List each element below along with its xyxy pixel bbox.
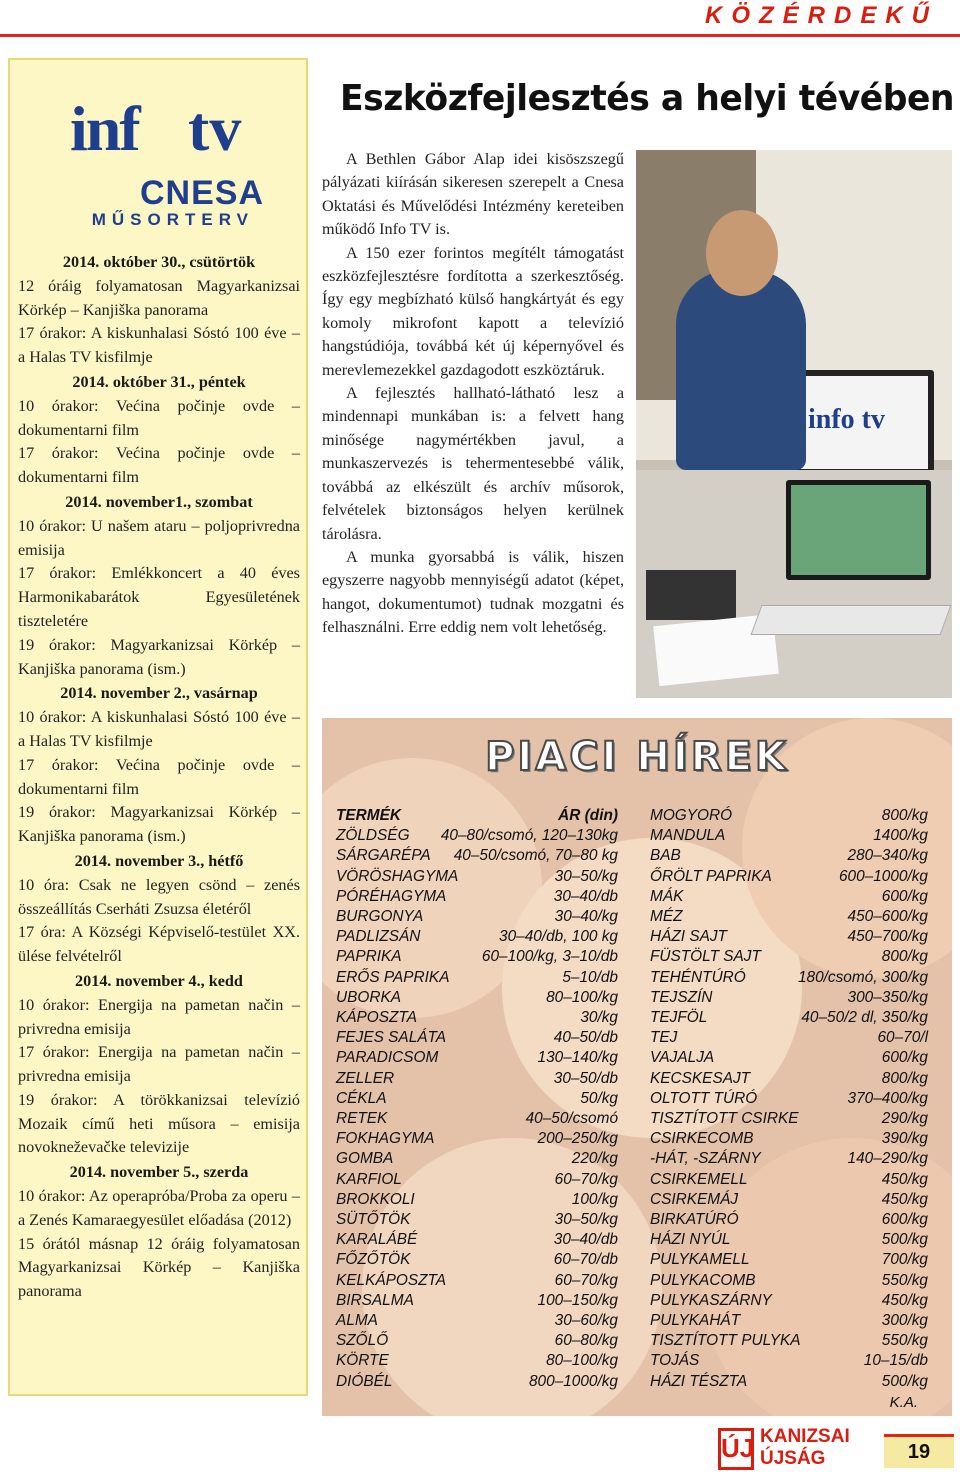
article-title: Eszközfejlesztés a helyi tévében [340, 78, 955, 119]
product-price: 80–100/kg [546, 988, 618, 1006]
author-signature: K.A. [889, 1394, 918, 1411]
schedule-item: 10 órakor: Većina počinje ovde – dokumentarni film [18, 396, 300, 439]
price-row [336, 1311, 618, 1331]
product-price: 100–150/kg [537, 1291, 618, 1309]
product-name: PAPRIKA [336, 948, 402, 966]
product-name: CSIRKECOMB [650, 1130, 754, 1148]
product-name: -HÁT, -SZÁRNY [650, 1150, 761, 1168]
product-name: KELKÁPOSZTA [336, 1271, 447, 1289]
market-news-box [322, 718, 952, 1416]
product-name: FÜSTÖLT SAJT [650, 948, 761, 966]
product-price: 390/kg [881, 1130, 928, 1148]
product-name: TEJSZÍN [650, 988, 713, 1006]
product-price: 60–70/l [877, 1029, 928, 1047]
product-price: 550/kg [881, 1271, 928, 1289]
product-price: 370–400/kg [847, 1089, 928, 1107]
price-row [650, 988, 928, 1008]
product-price: 30–40/db [553, 1231, 618, 1249]
schedule-day: 2014. október 30., csütörtök [62, 253, 256, 271]
price-row [650, 1291, 928, 1311]
product-name: ZÖLDSÉG [336, 827, 410, 845]
price-row [650, 1271, 928, 1291]
schedule-item: 10 órakor: A kiskunhalasi Sóstó 100 éve – a Halas TV kisfilmje [18, 708, 300, 750]
product-name: BROKKOLI [336, 1190, 415, 1208]
logo-name-line-1: KANIZSAI [760, 1426, 850, 1447]
product-price: 5–10/db [562, 968, 618, 986]
logo-tv-text: tv [188, 93, 242, 164]
price-row [336, 1331, 618, 1351]
product-price: 50/kg [580, 1089, 618, 1107]
product-price: 30–50/kg [554, 867, 618, 885]
logo-cnesa-text: CNESA [140, 174, 265, 212]
schedule-item: 10 órakor: Az operapróba/Proba za operu – a Zenés Kamaraegyesület előadása (2012) [18, 1187, 300, 1229]
schedule-day: 2014. november 3., hétfő [74, 851, 244, 870]
product-price: 600/kg [881, 1049, 928, 1067]
product-price: 300–350/kg [847, 988, 928, 1006]
price-row [650, 1109, 928, 1129]
product-name: CÉKLA [336, 1089, 387, 1107]
product-name: VÖRÖSHAGYMA [336, 867, 459, 885]
schedule-item: 10 óra: Csak ne legyen csönd – zenés összeállítás Cserháti Zsuzsa életéről [18, 875, 300, 918]
top-rule [0, 34, 960, 37]
product-price: 30–40/kg [554, 908, 618, 926]
price-header-label: ÁR (din) [558, 807, 618, 824]
product-price: 30–50/db [553, 1069, 618, 1087]
product-name: HÁZI NYÚL [650, 1231, 731, 1249]
product-name: UBORKA [336, 988, 401, 1006]
price-row [650, 1230, 928, 1250]
article-paragraph: A fejlesztés hallható-látható lesz a mindennapi munkában is: a felvett hang minősége nagymértékben javul, a munkaszervezés is tehermentesebbé válik, továbbá az elkészült és archív műsorok, felvételek biztonságos helyen kerülnek tárolásra. [322, 384, 624, 543]
product-price: 300/kg [881, 1312, 928, 1330]
product-price: 450–700/kg [847, 928, 928, 946]
product-name: BIRSALMA [336, 1291, 414, 1309]
product-price: 60–100/kg, 3–10/db [481, 948, 618, 966]
product-name: PARADICSOM [336, 1049, 439, 1067]
price-row [650, 806, 928, 826]
product-name: CSIRKEMELL [650, 1170, 748, 1188]
product-price: 450–600/kg [847, 908, 928, 926]
schedule-item: 10 órakor: Energija na pametan način – privredna emisija [18, 995, 300, 1038]
price-row [650, 1170, 928, 1190]
section-tag: KÖZÉRDEKŰ [704, 2, 938, 29]
price-list-right [650, 806, 928, 1392]
product-name: ZELLER [336, 1069, 395, 1087]
product-price: 500/kg [881, 1231, 928, 1249]
product-name: SÁRGARÉPA [336, 847, 431, 865]
price-row [650, 867, 928, 887]
price-row [336, 1089, 618, 1109]
product-price: 800/kg [881, 1069, 928, 1087]
price-row [650, 1129, 928, 1149]
product-price: 130–140/kg [537, 1049, 618, 1067]
price-row [336, 1170, 618, 1190]
price-row [650, 826, 928, 846]
schedule-day: 2014. október 31., péntek [72, 372, 246, 391]
product-name: PULYKASZÁRNY [650, 1291, 772, 1309]
logo-info-text: inf [70, 93, 139, 164]
price-row [336, 1372, 618, 1392]
schedule-day: 2014. november1., szombat [65, 492, 253, 511]
product-name: SÜTŐTÖK [336, 1211, 411, 1229]
product-name: PADLIZSÁN [336, 928, 421, 946]
logo-name-line-2: ÚJSÁG [760, 1448, 826, 1469]
price-row [650, 1210, 928, 1230]
article-paragraph: A 150 ezer forintos megítélt támogatást eszközfejlesztésre fordította a szerkesztőség. Így egy megbízható külső hangkártyát és egy komoly mikrofont kapott a televízió hangstúdiója, továbbá két új képernyővel és merevlemezekkel gazdagodott eszköztáruk. [322, 243, 624, 379]
product-name: CSIRKEMÁJ [650, 1190, 739, 1208]
schedule-item: 17 órakor: A kiskunhalasi Sóstó 100 éve – a Halas TV kisfilmje [18, 324, 300, 367]
product-price: 450/kg [881, 1170, 928, 1188]
price-row [336, 1008, 618, 1028]
price-row [650, 1372, 928, 1392]
product-name: ALMA [336, 1312, 378, 1330]
logo-name [760, 1426, 850, 1470]
product-name: FEJES SALÁTA [336, 1029, 447, 1047]
product-price: 140–290/kg [847, 1150, 928, 1168]
price-row [650, 1149, 928, 1169]
article-paragraph: A Bethlen Gábor Alap idei kisöszszegű pályázati kiírásán sikeresen szerepelt a Cnesa Oktatási és Művelődési Intézmény kereteiben működő Info TV is. [322, 150, 624, 239]
product-price: 40–50/csomó, 70–80 kg [453, 847, 618, 865]
price-row [336, 1048, 618, 1068]
article-photo [636, 150, 952, 698]
product-price: 800/kg [881, 948, 928, 966]
market-title: PIACI HÍREK [485, 734, 789, 780]
price-row [336, 826, 618, 846]
product-name: ERŐS PAPRIKA [336, 968, 450, 986]
page-number: 19 [884, 1434, 954, 1468]
product-price: 40–50/2 dl, 350/kg [801, 1009, 928, 1027]
price-row [650, 1028, 928, 1048]
product-name: PULYKACOMB [650, 1271, 756, 1289]
price-row [650, 1048, 928, 1068]
product-name: MÁK [650, 887, 684, 905]
product-price: 450/kg [881, 1291, 928, 1309]
product-price: 80–100/kg [546, 1352, 618, 1370]
product-name: TISZTÍTOTT CSIRKE [650, 1110, 799, 1128]
price-row [336, 867, 618, 887]
product-name: TOJÁS [650, 1352, 700, 1370]
product-name: KECSKESAJT [650, 1069, 751, 1087]
schedule-item: 17 órakor: Većina počinje ovde – dokumentarni film [18, 444, 300, 487]
schedule-item: 12 óráig folyamatosan Magyarkanizsai Körkép – Kanjiška panorama [18, 276, 300, 319]
product-name: MOGYORÓ [650, 807, 733, 824]
product-name: PÓRÉHAGYMA [336, 887, 447, 905]
price-row [336, 988, 618, 1008]
schedule-item: 17 órakor: Emlékkoncert a 40 éves Harmonikabarátok Egyesületének tiszteletére [18, 564, 300, 630]
product-name: HÁZI TÉSZTA [650, 1372, 748, 1390]
product-name: GOMBA [336, 1150, 394, 1168]
logo-mark: ÚJ [718, 1428, 754, 1470]
price-row [336, 1028, 618, 1048]
product-price: 700/kg [881, 1251, 928, 1269]
price-row [336, 846, 618, 866]
price-row [650, 887, 928, 907]
price-row [650, 907, 928, 927]
product-name: KARFIOL [336, 1170, 402, 1188]
product-name: BAB [650, 847, 681, 865]
product-price: 60–70/db [553, 1251, 618, 1269]
price-row [650, 1069, 928, 1089]
product-price: 800/kg [881, 807, 928, 824]
product-name: MANDULA [650, 827, 726, 845]
product-name: TEHÉNTÚRÓ [650, 968, 746, 986]
price-row [336, 1291, 618, 1311]
price-row [336, 1069, 618, 1089]
price-row [650, 968, 928, 988]
screen-logo: info tv [808, 404, 885, 435]
product-name: DIÓBÉL [336, 1372, 393, 1390]
product-price: 600–1000/kg [838, 867, 928, 885]
price-row [336, 947, 618, 967]
schedule-item: 17 órakor: Većina počinje ovde – dokumentarni film [18, 755, 300, 798]
price-row [650, 1008, 928, 1028]
product-price: 40–50/csomó [525, 1110, 618, 1128]
product-price: 30/kg [580, 1009, 618, 1027]
product-name: TISZTÍTOTT PULYKA [650, 1332, 801, 1350]
price-row [336, 927, 618, 947]
product-name: PULYKAMELL [650, 1251, 750, 1269]
schedule-item: 10 órakor: U našem ataru – poljoprivredna emisija [18, 516, 300, 559]
price-row [336, 1190, 618, 1210]
product-name: KÖRTE [336, 1352, 389, 1370]
top-bar [0, 0, 960, 38]
product-price: 1400/kg [873, 827, 928, 845]
product-price: 60–80/kg [554, 1332, 618, 1350]
price-row [336, 1250, 618, 1270]
price-row [336, 907, 618, 927]
product-price: 280–340/kg [847, 847, 928, 865]
schedule-list [18, 250, 300, 1304]
product-price: 800–1000/kg [528, 1372, 618, 1390]
price-row [336, 1230, 618, 1250]
product-name: BURGONYA [336, 908, 424, 926]
product-name: VAJALJA [650, 1049, 715, 1067]
product-price: 600/kg [881, 1211, 928, 1229]
price-row [336, 1271, 618, 1291]
product-price: 550/kg [881, 1332, 928, 1350]
info-tv-logo [70, 92, 265, 212]
product-price: 290/kg [881, 1110, 928, 1128]
product-price: 40–50/db [553, 1029, 618, 1047]
kanizsai-ujsag-logo [718, 1426, 868, 1472]
product-price: 30–50/kg [554, 1211, 618, 1229]
product-name: MÉZ [650, 908, 683, 926]
product-name: ŐRÖLT PAPRIKA [650, 867, 772, 885]
schedule-item: 19 órakor: Magyarkanizsai Körkép – Kanjiška panorama (ism.) [18, 803, 300, 846]
article-paragraph: A munka gyorsabbá is válik, hiszen egyszerre nagyobb mennyiségű adatot (képet, hangot, dokumentumot) tudnak mozgatni és felhasználni. Erre eddig nem volt lehetőség. [322, 547, 624, 637]
product-price: 60–70/kg [554, 1170, 618, 1188]
product-price: 40–80/csomó, 120–130kg [440, 827, 618, 845]
product-price: 30–40/db [553, 887, 618, 905]
product-name: FŐZŐTÖK [336, 1251, 411, 1269]
schedule-day: 2014. november 5., szerda [69, 1163, 249, 1182]
price-row [650, 1351, 928, 1371]
product-name: PULYKAHÁT [650, 1312, 741, 1330]
schedule-item: 19 órakor: A törökkanizsai televízió Mozaik című heti műsora – emisija novokneževačke televizije [18, 1090, 300, 1157]
product-price: 30–40/db, 100 kg [499, 928, 618, 946]
monitor [784, 370, 934, 475]
product-price: 220/kg [571, 1150, 618, 1168]
product-price: 500/kg [881, 1372, 928, 1390]
product-price: 180/csomó, 300/kg [797, 968, 928, 986]
price-header [336, 806, 618, 826]
product-header: TERMÉK [336, 807, 401, 824]
product-price: 60–70/kg [554, 1271, 618, 1289]
schedule-day: 2014. november 4., kedd [75, 971, 243, 990]
price-row [650, 927, 928, 947]
program-schedule-box [8, 58, 308, 1396]
product-price: 450/kg [881, 1190, 928, 1208]
schedule-heading: MŰSORTERV [91, 210, 254, 229]
price-row [336, 1210, 618, 1230]
price-row [650, 1250, 928, 1270]
product-price: 100/kg [571, 1190, 618, 1208]
schedule-item: 17 órakor: Energija na pametan način – privredna emisija [18, 1043, 300, 1086]
product-price: 30–60/kg [554, 1312, 618, 1330]
price-row [336, 1149, 618, 1169]
price-row [336, 968, 618, 988]
product-name: KARALÁBÉ [336, 1231, 418, 1249]
product-name: BIRKATÚRÓ [650, 1211, 739, 1229]
price-row [336, 1129, 618, 1149]
product-price: 600/kg [881, 887, 928, 905]
price-row [336, 1109, 618, 1129]
price-list-left [336, 806, 618, 1392]
price-row [650, 1311, 928, 1331]
product-name: SZŐLŐ [336, 1332, 389, 1350]
price-row [650, 1331, 928, 1351]
price-row [650, 947, 928, 967]
product-price: 200–250/kg [537, 1130, 618, 1148]
product-name: FOKHAGYMA [336, 1130, 435, 1148]
product-name: KÁPOSZTA [336, 1009, 417, 1027]
product-name: TEJ [650, 1029, 678, 1047]
price-row [650, 1089, 928, 1109]
product-price: 10–15/db [863, 1352, 928, 1370]
schedule-item: 15 órától másnap 12 óráig folyamatosan Magyarkanizsai Körkép – Kanjiška panorama [18, 1234, 300, 1301]
schedule-day: 2014. november 2., vasárnap [60, 684, 258, 703]
schedule-item: 19 órakor: Magyarkanizsai Körkép – Kanjiška panorama (ism.) [18, 635, 300, 678]
price-row [650, 846, 928, 866]
product-name: TEJFÖL [650, 1009, 708, 1027]
product-name: HÁZI SAJT [650, 928, 727, 946]
price-row [336, 1351, 618, 1371]
product-name: OLTOTT TÚRÓ [650, 1089, 758, 1107]
product-name: RETEK [336, 1110, 388, 1128]
price-row [650, 1190, 928, 1210]
article-body [322, 148, 624, 640]
price-row [336, 887, 618, 907]
schedule-item: 17 óra: A Községi Képviselő-testület XX. ülése felvételről [18, 923, 300, 966]
